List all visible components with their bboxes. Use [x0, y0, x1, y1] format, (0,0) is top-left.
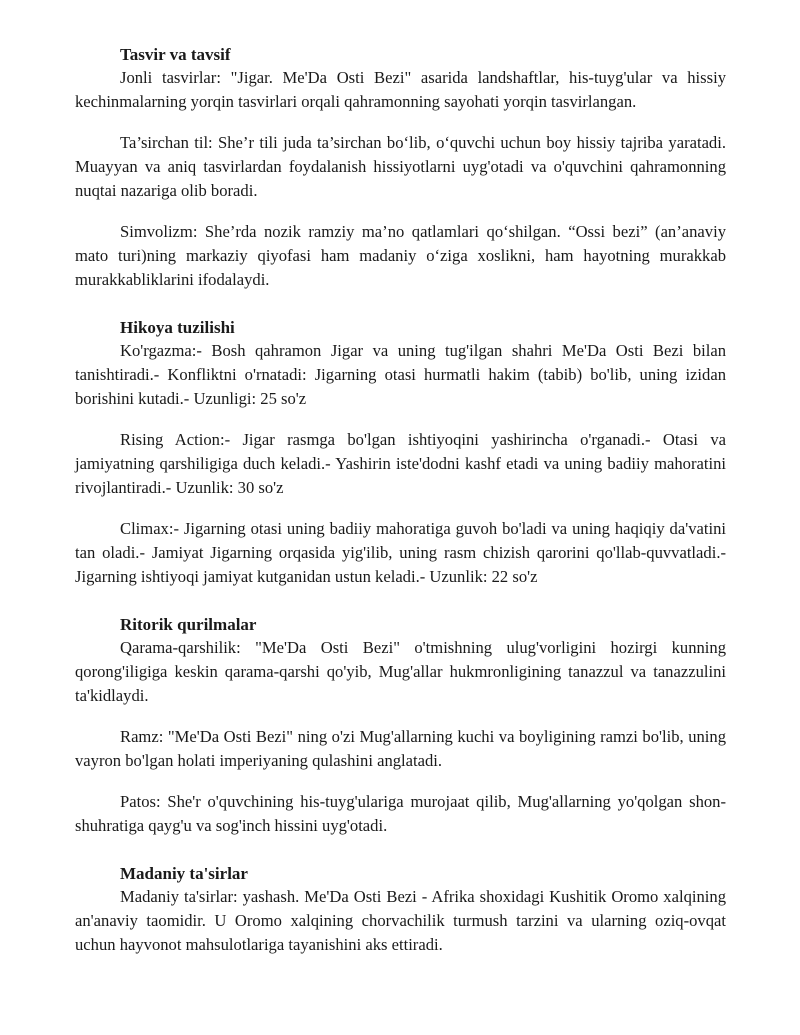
- paragraph: Ramz: "Me'Da Osti Bezi" ning o'zi Mug'allarning kuchi va boyligining ramzi bo'lib, uning vayron bo'lgan holati imperiyaning qulashini anglatadi.: [75, 727, 726, 770]
- section-madaniy-tasirlar: [75, 863, 726, 957]
- section-heading: Hikoya tuzilishi: [120, 318, 235, 337]
- document-page: [75, 44, 726, 957]
- section-heading: Ritorik qurilmalar: [120, 615, 257, 634]
- paragraph: Ta’sirchan til: She’r tili juda ta’sirchan bo‘lib, o‘quvchi uchun boy hissiy tajriba yaratadi. Muayyan va aniq tasvirlardan foydalanish hissiyotlarni uyg'otadi va o'quvchini qahramonning nuqtai nazariga olib boradi.: [75, 133, 726, 200]
- paragraph: Jonli tasvirlar: "Jigar. Me'Da Osti Bezi" asarida landshaftlar, his-tuyg'ular va hissiy kechinmalarning yorqin tasvirlari orqali qahramonning sayohati yorqin tasvirlangan.: [75, 68, 726, 111]
- paragraph: Rising Action:- Jigar rasmga bo'lgan ishtiyoqini yashirincha o'rganadi.- Otasi va jamiyatning qarshiligiga duch keladi.- Yashirin iste'dodni kashf etadi va uning badiiy mahoratini rivojlantiradi.- Uzunlik: 30 so'z: [75, 430, 726, 497]
- section-tasvir-va-tavsif: [75, 44, 726, 292]
- section-ritorik-qurilmalar: [75, 614, 726, 838]
- paragraph: Madaniy ta'sirlar: yashash. Me'Da Osti Bezi - Afrika shoxidagi Kushitik Oromo xalqining an'anaviy taomidir. U Oromo xalqining chorvachilik turmush tarzini va ularning oziq-ovqat uchun hayvonot mahsulotlariga tayanishini aks ettiradi.: [75, 887, 726, 954]
- paragraph: Patos: She'r o'quvchining his-tuyg'ulariga murojaat qilib, Mug'allarning yo'qolgan shon-shuhratiga qayg'u va sog'inch hissini uyg'otadi.: [75, 792, 726, 835]
- section-hikoya-tuzilishi: [75, 317, 726, 589]
- section-heading: Tasvir va tavsif: [120, 45, 231, 64]
- paragraph: Ko'rgazma:- Bosh qahramon Jigar va uning tug'ilgan shahri Me'Da Osti Bezi bilan tanishtiradi.- Konfliktni o'rnatadi: Jigarning otasi hurmatli hakim (tabib) bo'lib, uning izidan borishini kutadi.- Uzunligi: 25 so'z: [75, 341, 726, 408]
- paragraph: Climax:- Jigarning otasi uning badiiy mahoratiga guvoh bo'ladi va uning haqiqiy da'vatini tan oladi.- Jamiyat Jigarning orqasida yig'ilib, uning rasm chizish qarorini qo'llab-quvvatladi.- Jigarning ishtiyoqi jamiyat kutganidan ustun keladi.- Uzunlik: 22 so'z: [75, 519, 726, 586]
- paragraph: Simvolizm: She’rda nozik ramziy ma’no qatlamlari qo‘shilgan. “Ossi bezi” (an’anaviy mato turi)ning markaziy qiyofasi ham madaniy o‘ziga xoslikni, ham hayotning murakkab murakkabliklarini ifodalaydi.: [75, 222, 726, 289]
- paragraph: Qarama-qarshilik: "Me'Da Osti Bezi" o'tmishning ulug'vorligini hozirgi kunning qorong'iligiga keskin qarama-qarshi qo'yib, Mug'allar hukmronligining tanazzul va tanazzulini ta'kidlaydi.: [75, 638, 726, 705]
- section-heading: Madaniy ta'sirlar: [120, 864, 248, 883]
